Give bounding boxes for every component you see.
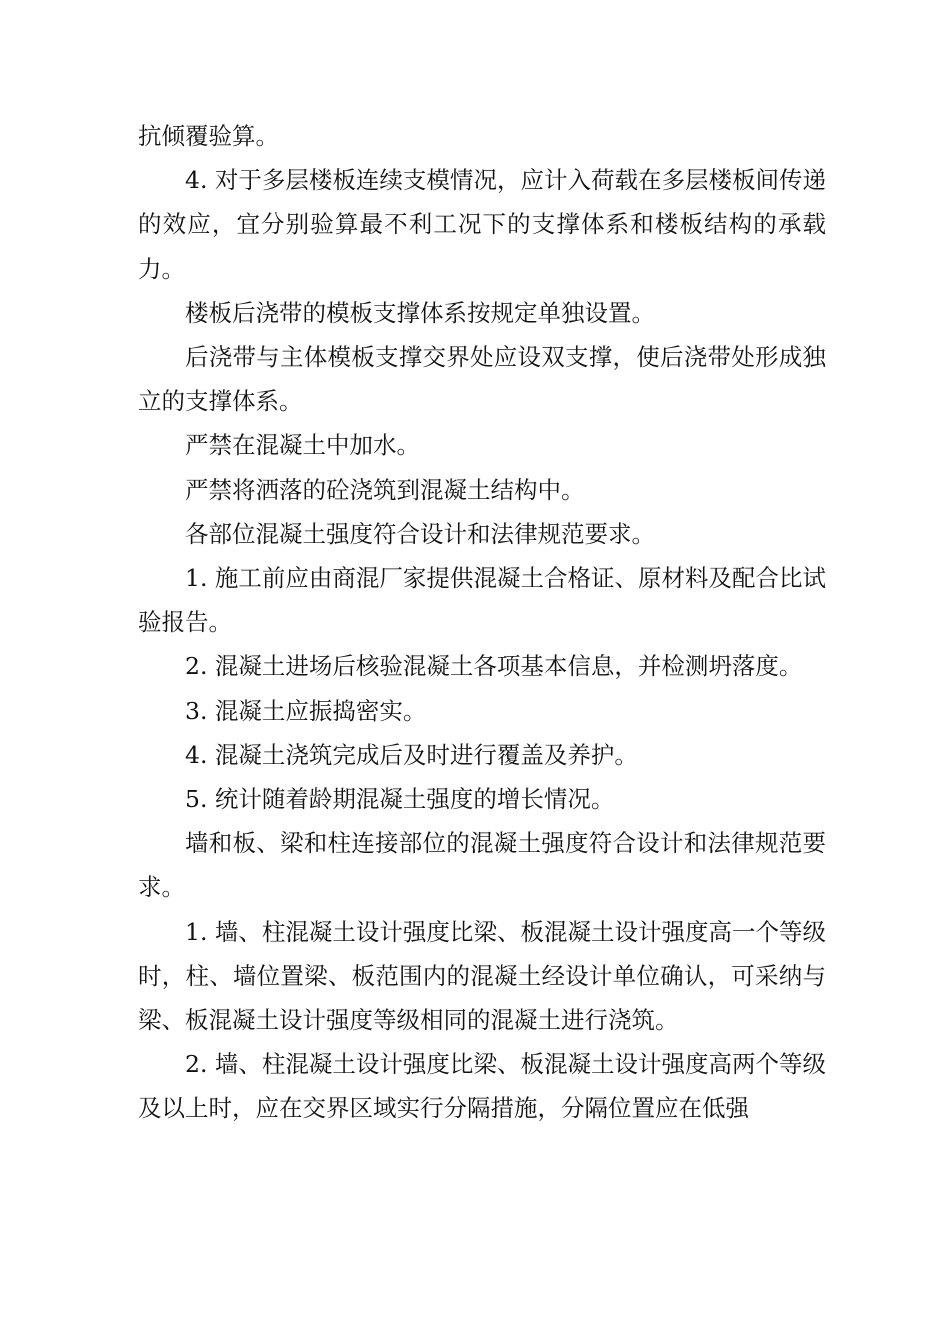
- paragraph-post-pour-strip-support: 楼板后浇带的模板支撑体系按规定单独设置。: [185, 298, 655, 327]
- paragraph-double-support: 后浇带与主体模板支撑交界处应设双支撑，使后浇带处形成独立的支撑体系。: [138, 343, 826, 416]
- paragraph-joint-strength: 墙和板、梁和柱连接部位的混凝土强度符合设计和法律规范要求。: [138, 829, 826, 902]
- paragraph-item-vibration: 3. 混凝土应振捣密实。: [185, 696, 427, 725]
- paragraph-strength-requirement: 各部位混凝土强度符合设计和法律规范要求。: [185, 519, 655, 548]
- paragraph-item-curing: 4. 混凝土浇筑完成后及时进行覆盖及养护。: [185, 740, 638, 769]
- paragraph-continuation: 抗倾覆验算。: [138, 122, 279, 150]
- paragraph-item-strength-growth: 5. 统计随着龄期混凝土强度的增长情况。: [185, 785, 615, 814]
- paragraph-item-one-grade: 1. 墙、柱混凝土设计强度比梁、板混凝土设计强度高一个等级时，柱、墙位置梁、板范围内的混凝土经设计单位确认，可采纳与梁、板混凝土设计强度等级相同的混凝土进行浇筑。: [138, 917, 826, 1035]
- paragraph-multilayer-formwork: 4. 对于多层楼板连续支模情况，应计入荷载在多层楼板间传递的效应，宜分别验算最不利工况下的支撑体系和楼板结构的承载力。: [138, 166, 826, 283]
- document-body: [138, 114, 826, 1131]
- paragraph-item-two-grades: 2. 墙、柱混凝土设计强度比梁、板混凝土设计强度高两个等级及以上时，应在交界区域实行分隔措施，分隔位置应在低强: [138, 1050, 826, 1123]
- paragraph-item-slump-test: 2. 混凝土进场后核验混凝土各项基本信息，并检测坍落度。: [185, 652, 803, 681]
- paragraph-item-certificates: 1. 施工前应由商混厂家提供混凝土合格证、原材料及配合比试验报告。: [138, 564, 826, 637]
- paragraph-no-water: 严禁在混凝土中加水。: [185, 431, 420, 460]
- paragraph-no-spilled-concrete: 严禁将洒落的砼浇筑到混凝土结构中。: [185, 475, 585, 504]
